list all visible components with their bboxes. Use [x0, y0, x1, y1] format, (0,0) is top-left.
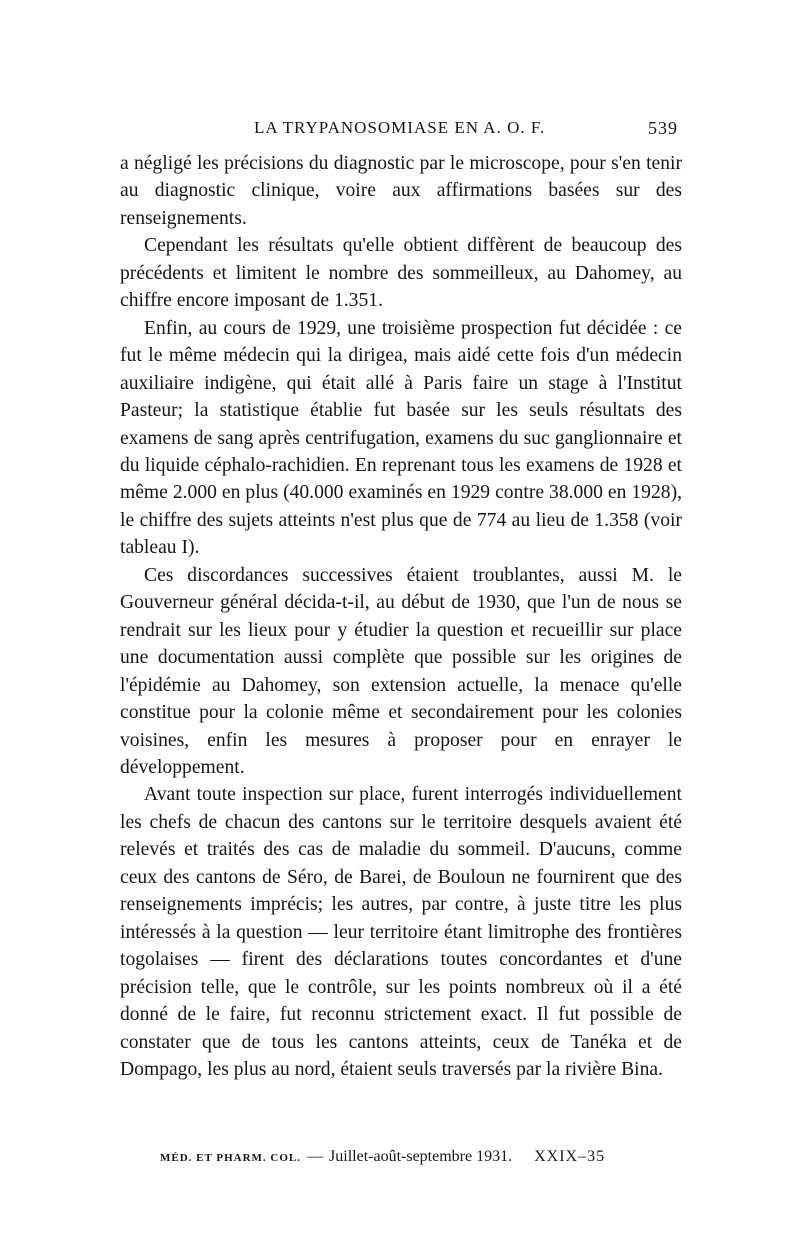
page-footer [160, 1148, 650, 1166]
body-text [120, 150, 682, 1083]
paragraph: Enfin, au cours de 1929, une troisième prospection fut décidée : ce fut le même médecin qui la dirigea, mais aidé cette fois d'un médecin auxiliaire indigène, qui était allé à Paris faire un stage à l'Institut Pasteur; la statistique établie fut basée sur les seuls résultats des examens de sang après centrifugation, examens du suc ganglionnaire et du liquide céphalo-rachidien. En reprenant tous les examens de 1928 et même 2.000 en plus (40.000 examinés en 1929 contre 38.000 en 1928), le chiffre des sujets atteints n'est plus que de 774 au lieu de 1.358 (voir tableau I). [120, 317, 682, 559]
issue-date: Juillet-août-septembre 1931. [329, 1148, 513, 1165]
paragraph: a négligé les précisions du diagnostic par le microscope, pour s'en tenir au diagnostic clinique, voire aux affirmations basées sur des renseignements. [120, 153, 682, 229]
paragraph: Cependant les résultats qu'elle obtient diffèrent de beaucoup des précédents et limitent le nombre des sommeilleux, au Dahomey, au chiffre encore imposant de 1.351. [120, 235, 682, 312]
page-number: 539 [648, 118, 678, 138]
journal-name: MÉD. ET PHARM. COL. [160, 1152, 302, 1164]
paragraph: Avant toute inspection sur place, furent interrogés individuellement les chefs de chacun des cantons sur le territoire desquels avaient été relevés et traités des cas de maladie du sommeil. D'aucuns, comme ceux des cantons de Séro, de Barei, de Bouloun ne fournirent que des renseignements imprécis; les autres, par contre, à juste titre les plus intéressés à la question — leur territoire étant limitrophe des frontières togolaises — firent des déclarations toutes concordantes et d'une précision telle, que le contrôle, sur les points nombreux où il a été donné de le faire, fut reconnu strictement exact. Il fut possible de constater que de tous les cantons atteints, ceux de Tanéka et de Dompago, les plus au nord, étaient seuls traversés par la rivière Bina. [120, 784, 682, 1080]
running-header [118, 116, 678, 146]
footer-separator: — [307, 1148, 324, 1165]
signature-mark: XXIX–35 [534, 1148, 606, 1165]
paragraph: Ces discordances successives étaient troublantes, aussi M. le Gouverneur général décida-t-il, au début de 1930, que l'un de nous se rendrait sur les lieux pour y étudier la question et recueillir sur place une documentation aussi complète que possible sur les origines de l'épidémie au Dahomey, son extension actuelle, la menace qu'elle constitue pour la colonie même et secondairement pour les colonies voisines, enfin les mesures à proposer pour en enrayer le développement. [120, 564, 682, 778]
running-title: LA TRYPANOSOMIASE EN A. O. F. [254, 118, 546, 137]
